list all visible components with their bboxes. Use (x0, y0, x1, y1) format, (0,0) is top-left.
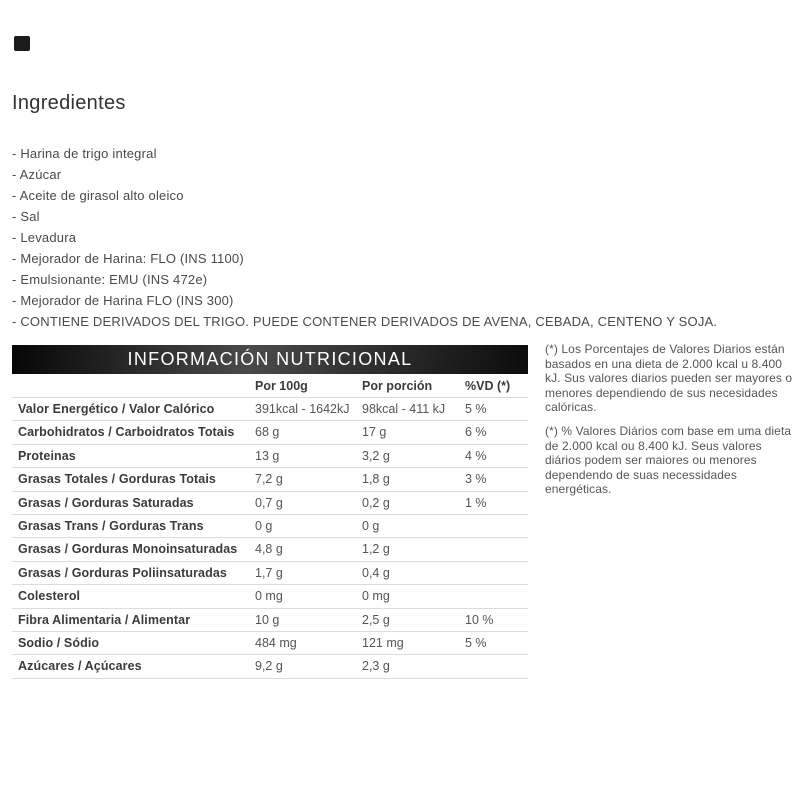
table-header-row (12, 374, 528, 398)
row-value-vd: 6 % (465, 425, 487, 440)
row-value-per-100g: 4,8 g (255, 542, 283, 557)
ingredients-list (12, 143, 717, 332)
row-value-per-100g: 9,2 g (255, 659, 283, 674)
row-label: Grasas Totales / Gorduras Totais (18, 472, 216, 487)
ingredient-item: - Mejorador de Harina: FLO (INS 1100) (12, 251, 244, 266)
row-label: Grasas / Gorduras Saturadas (18, 495, 194, 510)
table-row (12, 445, 528, 468)
table-row (12, 398, 528, 421)
row-value-per-portion: 2,5 g (362, 612, 390, 627)
footnote-spanish: (*) Los Porcentajes de Valores Diarios están basados en una dieta de 2.000 kcal u 8.400 kJ. Sus valores diarios pueden ser mayores o menores dependiendo de sus necesidades calóricas. (545, 342, 793, 415)
table-row (12, 585, 528, 608)
table-row (12, 655, 528, 678)
row-value-per-portion: 121 mg (362, 635, 404, 650)
row-value-per-100g: 10 g (255, 612, 280, 627)
row-value-per-100g: 0 g (255, 518, 273, 533)
ingredient-item: - Levadura (12, 230, 77, 245)
row-value-vd: 10 % (465, 612, 494, 627)
row-value-per-portion: 3,2 g (362, 448, 390, 463)
row-value-per-portion: 1,2 g (362, 542, 390, 557)
ingredient-item: - Emulsionante: EMU (INS 472e) (12, 272, 208, 287)
ingredient-item: - CONTIENE DERIVADOS DEL TRIGO. PUEDE CONTENER DERIVADOS DE AVENA, CEBADA, CENTENO Y SOJA. (12, 314, 718, 329)
footnote-portuguese: (*) % Valores Diários com base em uma dieta de 2.000 kcal ou 8.400 kJ. Seus valores diários podem ser maiores ou menores dependendo de suas necessidades energéticas. (545, 423, 792, 497)
row-value-per-portion: 0 mg (362, 589, 390, 604)
row-label: Fibra Alimentaria / Alimentar (18, 612, 191, 627)
ingredient-item: - Azúcar (12, 167, 62, 182)
column-header-per-portion: Por porción (362, 379, 433, 393)
ingredient-item: - Harina de trigo integral (12, 146, 157, 161)
nutrition-banner (12, 345, 528, 374)
row-label: Colesterol (18, 589, 81, 604)
table-row (12, 609, 528, 632)
row-value-per-100g: 391kcal - 1642kJ (255, 402, 350, 416)
row-value-vd: 1 % (465, 495, 487, 510)
table-row (12, 515, 528, 538)
table-row (12, 632, 528, 655)
ingredient-item: - Aceite de girasol alto oleico (12, 188, 184, 203)
ingredients-title: Ingredientes (12, 92, 126, 114)
row-value-per-100g: 68 g (255, 425, 280, 440)
row-value-per-100g: 0,7 g (255, 495, 283, 510)
nutrition-banner-title: INFORMACIÓN NUTRICIONAL (127, 349, 413, 369)
row-value-per-portion: 0,2 g (362, 495, 390, 510)
table-row (12, 468, 528, 491)
table-row (12, 421, 528, 444)
table-row (12, 538, 528, 561)
row-value-per-100g: 484 mg (255, 635, 297, 650)
row-value-per-portion: 17 g (362, 425, 387, 440)
footnotes (545, 342, 797, 506)
ingredient-item: - Sal (12, 209, 40, 224)
row-label: Sodio / Sódio (18, 635, 100, 650)
row-value-per-100g: 0 mg (255, 589, 283, 604)
row-label: Grasas / Gorduras Monoinsaturadas (18, 542, 238, 557)
table-row (12, 492, 528, 515)
row-value-vd: 5 % (465, 635, 487, 650)
row-label: Proteinas (18, 448, 76, 463)
row-value-vd: 5 % (465, 402, 487, 416)
row-value-vd: 3 % (465, 472, 487, 487)
row-value-per-portion: 0,4 g (362, 565, 390, 580)
row-value-per-portion: 2,3 g (362, 659, 390, 674)
row-value-per-100g: 13 g (255, 448, 280, 463)
nutrition-table (12, 345, 528, 679)
row-value-per-portion: 1,8 g (362, 472, 390, 487)
ingredient-item: - Mejorador de Harina FLO (INS 300) (12, 293, 234, 308)
row-value-per-portion: 98kcal - 411 kJ (362, 402, 446, 416)
column-header-vd: %VD (*) (465, 379, 511, 393)
corner-mark-icon (14, 36, 30, 51)
table-row (12, 562, 528, 585)
row-value-per-100g: 7,2 g (255, 472, 283, 487)
row-value-per-100g: 1,7 g (255, 565, 283, 580)
row-value-per-portion: 0 g (362, 518, 380, 533)
row-label: Grasas Trans / Gorduras Trans (18, 518, 204, 533)
row-label: Grasas / Gorduras Poliinsaturadas (18, 565, 227, 580)
row-value-vd: 4 % (465, 448, 487, 463)
row-label: Carbohidratos / Carboidratos Totais (18, 425, 235, 440)
row-label: Azúcares / Açúcares (18, 659, 142, 674)
column-header-per-100g: Por 100g (255, 379, 308, 393)
row-label: Valor Energético / Valor Calórico (18, 402, 215, 416)
